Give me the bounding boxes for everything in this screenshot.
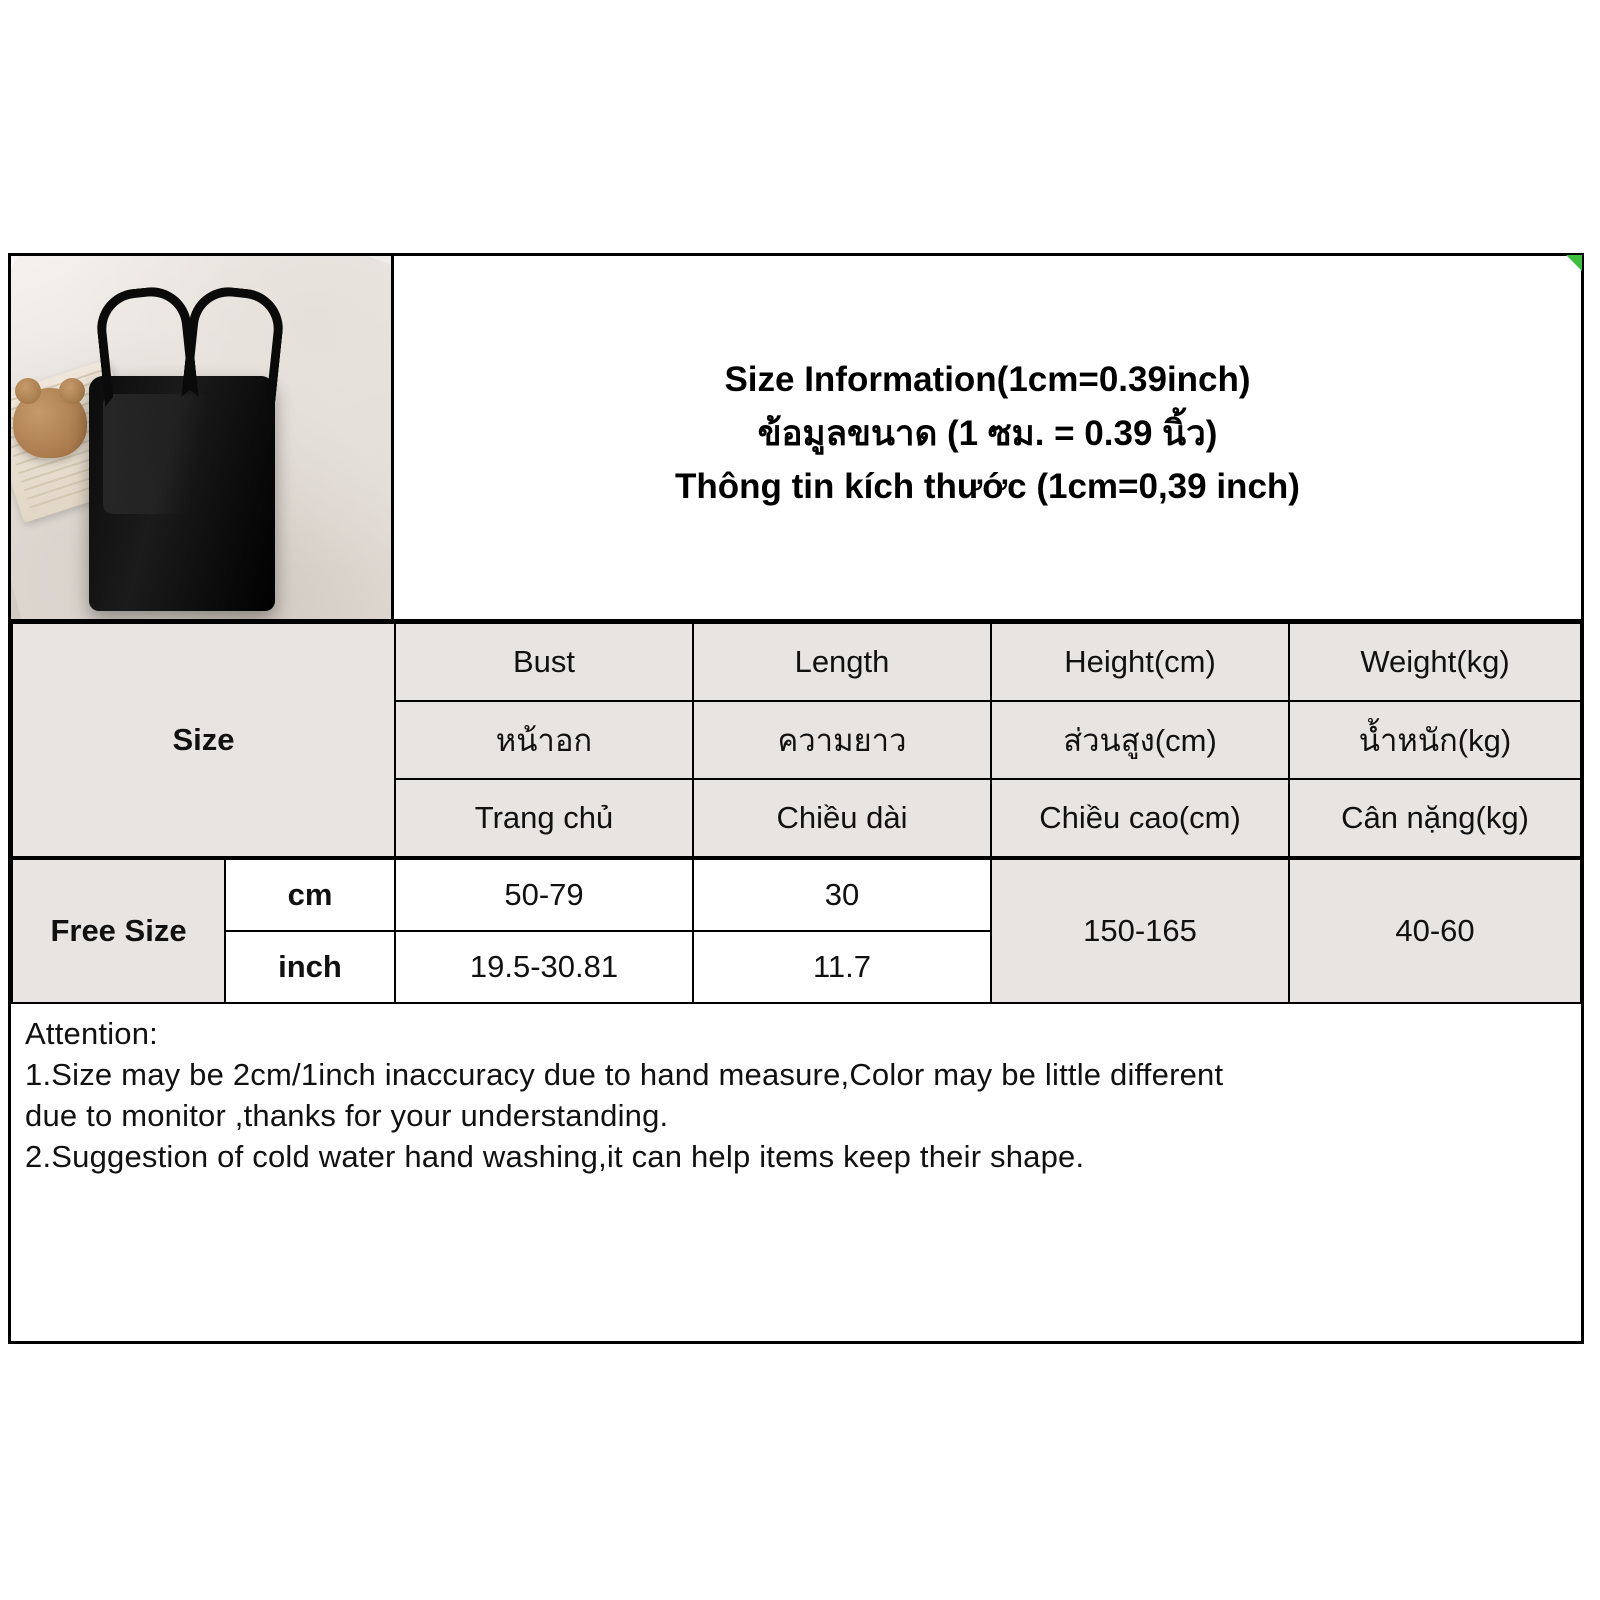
header-size-label: Size	[12, 623, 395, 857]
chart-top-band	[11, 256, 1581, 622]
attention-line-2: due to monitor ,thanks for your understanding.	[25, 1097, 669, 1133]
header-length-th: ความยาว	[693, 701, 991, 779]
header-weight-en: Weight(kg)	[1289, 623, 1581, 701]
header-weight-vi: Cân nặng(kg)	[1289, 779, 1581, 857]
size-chart-card	[8, 253, 1584, 1344]
row-height: 150-165	[991, 859, 1289, 1003]
header-bust-th: หน้าอก	[395, 701, 693, 779]
row-unit-inch: inch	[225, 931, 395, 1003]
chart-data-table	[11, 858, 1582, 1004]
row-length-cm: 30	[693, 859, 991, 931]
title-line-en: Size Information(1cm=0.39inch)	[724, 359, 1251, 399]
header-bust-vi: Trang chủ	[395, 779, 693, 857]
table-row	[12, 859, 1581, 931]
title-line-th: ข้อมูลขนาด (1 ซม. = 0.39 นิ้ว)	[757, 413, 1218, 453]
header-height-th: ส่วนสูง(cm)	[991, 701, 1289, 779]
attention-line-3: 2.Suggestion of cold water hand washing,it can help items keep their shape.	[25, 1138, 1085, 1174]
chart-titles	[394, 256, 1581, 619]
row-size-label: Free Size	[12, 859, 225, 1003]
attention-line-1: 1.Size may be 2cm/1inch inaccuracy due to hand measure,Color may be little different	[25, 1056, 1224, 1092]
row-length-inch: 11.7	[693, 931, 991, 1003]
header-bust-en: Bust	[395, 623, 693, 701]
row-bust-inch: 19.5-30.81	[395, 931, 693, 1003]
row-weight: 40-60	[1289, 859, 1581, 1003]
header-height-en: Height(cm)	[991, 623, 1289, 701]
header-height-vi: Chiều cao(cm)	[991, 779, 1289, 857]
header-length-vi: Chiều dài	[693, 779, 991, 857]
chart-header-table	[11, 622, 1582, 858]
teddy-bear-icon	[13, 388, 87, 458]
camisole-strap-right	[181, 283, 286, 406]
title-line-vi: Thông tin kích thước (1cm=0,39 inch)	[675, 467, 1300, 507]
header-length-en: Length	[693, 623, 991, 701]
header-weight-th: น้ำหนัก(kg)	[1289, 701, 1581, 779]
row-bust-cm: 50-79	[395, 859, 693, 931]
header-row-en	[12, 623, 1581, 701]
product-photo	[11, 256, 394, 619]
camisole-garment	[89, 376, 275, 611]
green-corner-marker-icon	[1566, 255, 1582, 271]
attention-heading: Attention:	[25, 1016, 158, 1051]
attention-block	[11, 1004, 1581, 1341]
row-unit-cm: cm	[225, 859, 395, 931]
